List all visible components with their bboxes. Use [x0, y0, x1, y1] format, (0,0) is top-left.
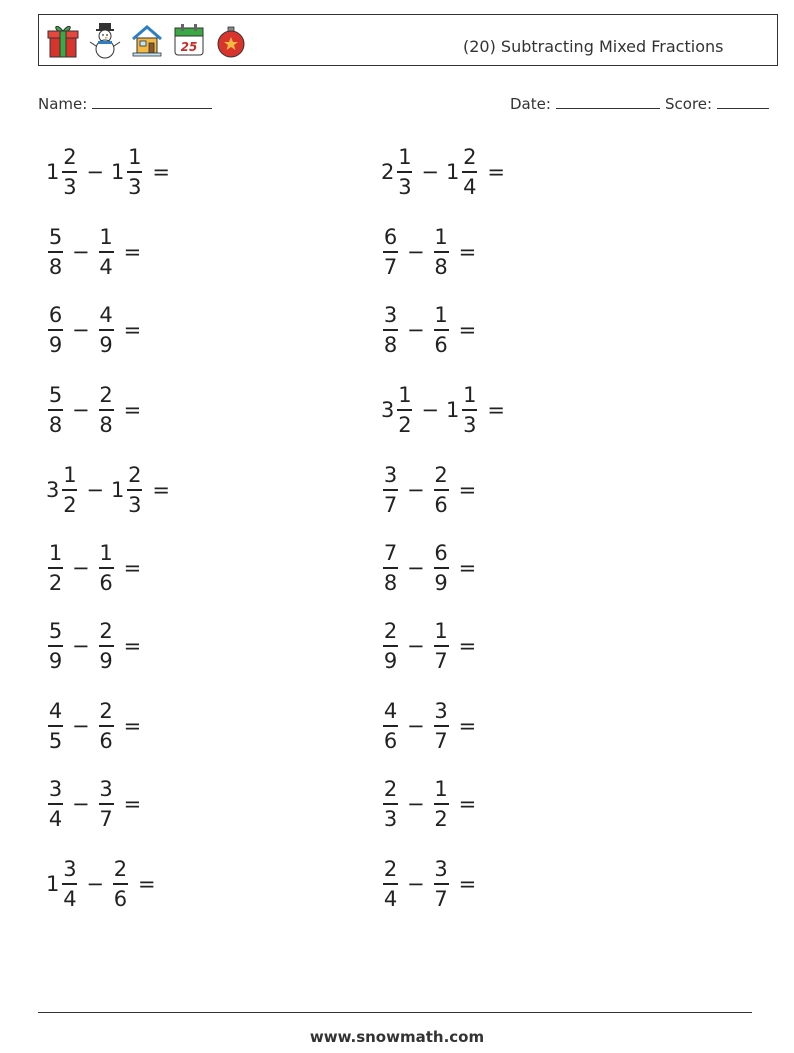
- denominator: 4: [383, 886, 398, 911]
- equals-sign: =: [123, 318, 142, 342]
- minuend-fraction: [46, 225, 65, 279]
- subtrahend-fraction: [125, 463, 144, 517]
- fraction-bar: [99, 803, 114, 805]
- denominator: 8: [99, 412, 113, 437]
- fraction-bar: [383, 725, 398, 727]
- numerator: 1: [128, 145, 142, 170]
- subtrahend-whole-number: 1: [110, 478, 125, 502]
- problem: [381, 300, 476, 360]
- minuend-fraction: [60, 857, 79, 911]
- minus-sign: −: [407, 872, 425, 896]
- minuend-fraction: [381, 857, 400, 911]
- fraction-bar: [434, 251, 449, 253]
- denominator: 7: [434, 728, 448, 753]
- numerator: 5: [48, 225, 63, 250]
- denominator: 8: [383, 332, 398, 357]
- gift-icon: [47, 21, 79, 59]
- denominator: 2: [434, 806, 448, 831]
- denominator: 9: [99, 332, 113, 357]
- denominator: 9: [48, 332, 63, 357]
- numerator: 1: [434, 777, 448, 802]
- fraction-bar: [383, 251, 398, 253]
- subtrahend-fraction: [97, 383, 116, 437]
- numerator: 2: [383, 857, 398, 882]
- name-field[interactable]: [38, 94, 212, 113]
- numerator: 6: [48, 303, 63, 328]
- fraction-bar: [383, 803, 398, 805]
- minuend-whole-number: 3: [46, 478, 60, 502]
- fraction-bar: [99, 251, 114, 253]
- equals-sign: =: [487, 398, 505, 422]
- minuend-fraction: [46, 303, 65, 357]
- denominator: 4: [63, 886, 77, 911]
- site-url: www.snowmath.com: [309, 1028, 485, 1046]
- fraction-bar: [434, 489, 449, 491]
- minus-sign: −: [72, 240, 90, 264]
- subtrahend-fraction: [432, 541, 451, 595]
- minuend-fraction: [46, 777, 65, 831]
- denominator: 8: [383, 570, 398, 595]
- minus-sign: −: [86, 478, 104, 502]
- minus-sign: −: [421, 398, 439, 422]
- score-label: Score:: [665, 95, 713, 113]
- fraction-bar: [434, 645, 449, 647]
- denominator: 6: [434, 492, 448, 517]
- equals-sign: =: [152, 160, 170, 184]
- problem: [46, 380, 141, 440]
- fraction-bar: [462, 171, 477, 173]
- numerator: 2: [434, 463, 448, 488]
- denominator: 3: [398, 174, 412, 199]
- subtrahend-fraction: [432, 303, 451, 357]
- problem: [381, 142, 505, 202]
- subtrahend-fraction: [97, 225, 116, 279]
- minuend-fraction: [46, 541, 65, 595]
- snowman-icon: [89, 21, 121, 59]
- ornament-icon: [215, 21, 247, 59]
- subtrahend-fraction: [432, 619, 451, 673]
- fraction-bar: [62, 489, 77, 491]
- numerator: 2: [383, 777, 398, 802]
- numerator: 4: [383, 699, 398, 724]
- denominator: 7: [99, 806, 113, 831]
- denominator: 2: [48, 570, 63, 595]
- equals-sign: =: [137, 872, 156, 896]
- minuend-fraction: [395, 383, 414, 437]
- score-field[interactable]: [665, 94, 769, 113]
- minuend-fraction: [381, 541, 400, 595]
- problem: [381, 696, 476, 756]
- fraction-bar: [48, 725, 63, 727]
- fraction-bar: [99, 567, 114, 569]
- equals-sign: =: [458, 634, 477, 658]
- numerator: 2: [99, 699, 113, 724]
- numerator: 6: [434, 541, 448, 566]
- equals-sign: =: [458, 478, 477, 502]
- minuend-whole-number: 1: [46, 160, 60, 184]
- fraction-bar: [383, 489, 398, 491]
- denominator: 2: [398, 412, 412, 437]
- numerator: 5: [48, 383, 63, 408]
- minus-sign: −: [407, 556, 425, 580]
- numerator: 1: [434, 225, 448, 250]
- denominator: 8: [48, 254, 63, 279]
- header-icons: [47, 21, 247, 59]
- denominator: 9: [383, 648, 398, 673]
- denominator: 4: [99, 254, 113, 279]
- denominator: 3: [383, 806, 398, 831]
- minus-sign: −: [72, 318, 90, 342]
- minuend-fraction: [46, 619, 65, 673]
- fraction-bar: [48, 645, 63, 647]
- minuend-fraction: [381, 619, 400, 673]
- fraction-bar: [397, 171, 412, 173]
- subtrahend-fraction: [460, 145, 479, 199]
- denominator: 6: [99, 728, 113, 753]
- minus-sign: −: [407, 634, 425, 658]
- equals-sign: =: [458, 792, 477, 816]
- minus-sign: −: [407, 714, 425, 738]
- minuend-fraction: [46, 699, 65, 753]
- equals-sign: =: [458, 872, 477, 896]
- problem: [46, 774, 141, 834]
- numerator: 3: [383, 303, 398, 328]
- fraction-bar: [48, 409, 63, 411]
- problem: [381, 460, 476, 520]
- denominator: 7: [383, 492, 398, 517]
- numerator: 1: [99, 541, 113, 566]
- minus-sign: −: [407, 792, 425, 816]
- house-icon: [131, 21, 163, 59]
- subtrahend-fraction: [432, 699, 451, 753]
- denominator: 8: [48, 412, 63, 437]
- fraction-bar: [434, 883, 449, 885]
- fraction-bar: [48, 567, 63, 569]
- fraction-bar: [99, 409, 114, 411]
- problem: [381, 854, 476, 914]
- subtrahend-whole-number: 1: [445, 160, 460, 184]
- denominator: 7: [434, 648, 448, 673]
- denominator: 8: [434, 254, 448, 279]
- fraction-bar: [383, 883, 398, 885]
- fraction-bar: [48, 251, 63, 253]
- score-blank[interactable]: [717, 94, 769, 109]
- subtrahend-fraction: [97, 619, 116, 673]
- denominator: 9: [99, 648, 113, 673]
- numerator: 2: [463, 145, 477, 170]
- denominator: 3: [63, 174, 77, 199]
- name-blank[interactable]: [92, 94, 212, 109]
- numerator: 2: [128, 463, 142, 488]
- minus-sign: −: [72, 398, 90, 422]
- problem: [46, 142, 170, 202]
- subtrahend-fraction: [432, 225, 451, 279]
- denominator: 6: [99, 570, 113, 595]
- numerator: 1: [463, 383, 477, 408]
- numerator: 1: [398, 145, 412, 170]
- denominator: 7: [383, 254, 398, 279]
- minuend-fraction: [381, 777, 400, 831]
- worksheet-header: [38, 14, 778, 66]
- equals-sign: =: [458, 240, 477, 264]
- numerator: 3: [63, 857, 77, 882]
- problem: [46, 696, 141, 756]
- date-blank[interactable]: [556, 94, 660, 109]
- minuend-fraction: [395, 145, 414, 199]
- numerator: 2: [113, 857, 128, 882]
- fraction-bar: [397, 409, 412, 411]
- subtrahend-fraction: [111, 857, 130, 911]
- denominator: 3: [128, 492, 142, 517]
- subtrahend-whole-number: 1: [110, 160, 125, 184]
- minus-sign: −: [72, 556, 90, 580]
- subtrahend-fraction: [432, 463, 451, 517]
- footer-divider: [38, 1012, 752, 1013]
- denominator: 7: [434, 886, 448, 911]
- numerator: 7: [383, 541, 398, 566]
- worksheet-title: (20) Subtracting Mixed Fractions: [463, 37, 724, 56]
- numerator: 1: [398, 383, 412, 408]
- numerator: 2: [99, 383, 113, 408]
- equals-sign: =: [123, 792, 142, 816]
- equals-sign: =: [123, 634, 142, 658]
- minus-sign: −: [407, 478, 425, 502]
- numerator: 1: [63, 463, 77, 488]
- problem: [46, 616, 141, 676]
- fraction-bar: [383, 329, 398, 331]
- numerator: 5: [48, 619, 63, 644]
- fraction-bar: [434, 803, 449, 805]
- denominator: 6: [383, 728, 398, 753]
- minus-sign: −: [407, 240, 425, 264]
- subtrahend-whole-number: 1: [445, 398, 460, 422]
- calendar-day: 25: [180, 40, 198, 54]
- equals-sign: =: [152, 478, 170, 502]
- fraction-bar: [127, 489, 142, 491]
- fraction-bar: [113, 883, 128, 885]
- subtrahend-fraction: [97, 541, 116, 595]
- denominator: 6: [113, 886, 128, 911]
- denominator: 3: [463, 412, 477, 437]
- fraction-bar: [434, 329, 449, 331]
- fraction-bar: [383, 567, 398, 569]
- fraction-bar: [434, 567, 449, 569]
- subtrahend-fraction: [460, 383, 479, 437]
- denominator: 9: [434, 570, 448, 595]
- denominator: 5: [48, 728, 63, 753]
- numerator: 2: [63, 145, 77, 170]
- minuend-fraction: [381, 463, 400, 517]
- numerator: 1: [48, 541, 63, 566]
- minus-sign: −: [72, 634, 90, 658]
- date-label: Date:: [510, 95, 551, 113]
- minus-sign: −: [407, 318, 425, 342]
- problem: [46, 222, 141, 282]
- minuend-fraction: [381, 225, 400, 279]
- minuend-whole-number: 3: [381, 398, 395, 422]
- minuend-fraction: [46, 383, 65, 437]
- problem: [381, 380, 505, 440]
- problem: [381, 774, 476, 834]
- equals-sign: =: [487, 160, 505, 184]
- problem: [381, 538, 476, 598]
- fraction-bar: [99, 645, 114, 647]
- subtrahend-fraction: [97, 699, 116, 753]
- calendar-icon: [173, 21, 205, 59]
- denominator: 4: [463, 174, 477, 199]
- equals-sign: =: [123, 398, 142, 422]
- minus-sign: −: [86, 872, 104, 896]
- equals-sign: =: [123, 556, 142, 580]
- minus-sign: −: [72, 714, 90, 738]
- equals-sign: =: [123, 714, 142, 738]
- fraction-bar: [48, 329, 63, 331]
- name-label: Name:: [38, 95, 88, 113]
- denominator: 4: [48, 806, 63, 831]
- fraction-bar: [383, 645, 398, 647]
- fraction-bar: [462, 409, 477, 411]
- minuend-fraction: [381, 303, 400, 357]
- subtrahend-fraction: [432, 777, 451, 831]
- denominator: 2: [63, 492, 77, 517]
- denominator: 9: [48, 648, 63, 673]
- minuend-fraction: [60, 145, 79, 199]
- fraction-bar: [62, 171, 77, 173]
- numerator: 4: [48, 699, 63, 724]
- fraction-bar: [99, 329, 114, 331]
- subtrahend-fraction: [97, 303, 116, 357]
- subtrahend-fraction: [97, 777, 116, 831]
- fraction-bar: [62, 883, 77, 885]
- minuend-whole-number: 1: [46, 872, 60, 896]
- numerator: 1: [434, 303, 448, 328]
- numerator: 1: [99, 225, 113, 250]
- fraction-bar: [48, 803, 63, 805]
- minuend-fraction: [60, 463, 79, 517]
- problem: [46, 300, 141, 360]
- problem: [381, 616, 476, 676]
- problem: [46, 854, 156, 914]
- numerator: 3: [383, 463, 398, 488]
- equals-sign: =: [123, 240, 142, 264]
- problem: [46, 538, 141, 598]
- numerator: 3: [48, 777, 63, 802]
- denominator: 3: [128, 174, 142, 199]
- problem: [381, 222, 476, 282]
- problem: [46, 460, 170, 520]
- minuend-whole-number: 2: [381, 160, 395, 184]
- numerator: 2: [383, 619, 398, 644]
- minus-sign: −: [421, 160, 439, 184]
- numerator: 1: [434, 619, 448, 644]
- minus-sign: −: [86, 160, 104, 184]
- date-field[interactable]: [510, 94, 660, 113]
- subtrahend-fraction: [125, 145, 144, 199]
- numerator: 3: [434, 857, 448, 882]
- equals-sign: =: [458, 714, 477, 738]
- minus-sign: −: [72, 792, 90, 816]
- fraction-bar: [434, 725, 449, 727]
- numerator: 4: [99, 303, 113, 328]
- subtrahend-fraction: [432, 857, 451, 911]
- numerator: 6: [383, 225, 398, 250]
- denominator: 6: [434, 332, 448, 357]
- numerator: 3: [434, 699, 448, 724]
- equals-sign: =: [458, 556, 477, 580]
- equals-sign: =: [458, 318, 477, 342]
- numerator: 2: [99, 619, 113, 644]
- minuend-fraction: [381, 699, 400, 753]
- fraction-bar: [127, 171, 142, 173]
- fraction-bar: [99, 725, 114, 727]
- numerator: 3: [99, 777, 113, 802]
